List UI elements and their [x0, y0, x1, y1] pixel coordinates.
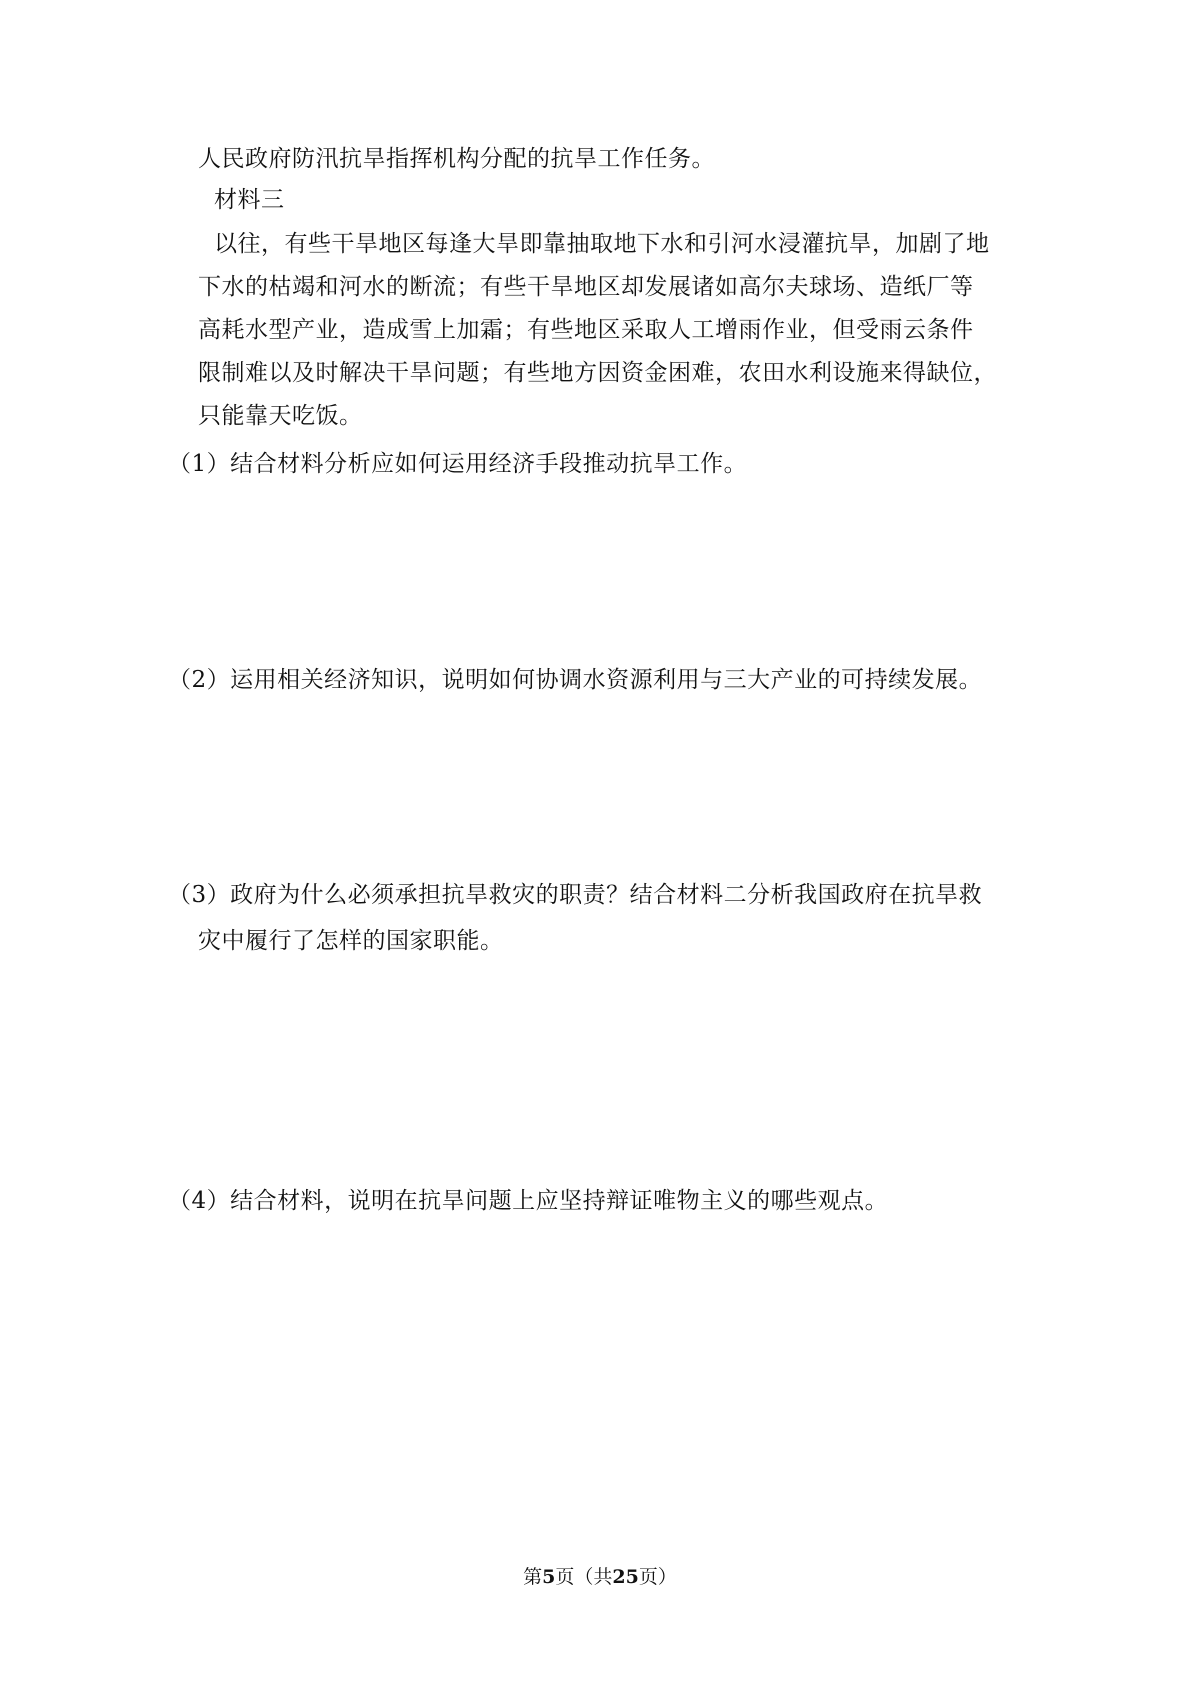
- material-two-last-line: 人民政府防汛抗旱指挥机构分配的抗旱工作任务。: [198, 146, 715, 172]
- question-2: （2）运用相关经济知识，说明如何协调水资源利用与三大产业的可持续发展。: [168, 667, 983, 693]
- material-three-line: 以往，有些干旱地区每逢大旱即靠抽取地下水和引河水浸灌抗旱，加剧了地: [214, 231, 990, 257]
- material-three-line: 下水的枯竭和河水的断流；有些干旱地区却发展诸如高尔夫球场、造纸厂等: [198, 274, 974, 300]
- footer-middle: 页（共: [555, 1566, 613, 1588]
- question-1: （1）结合材料分析应如何运用经济手段推动抗旱工作。: [168, 451, 748, 477]
- material-three-heading: 材料三: [214, 187, 285, 213]
- question-4: （4）结合材料，说明在抗旱问题上应坚持辩证唯物主义的哪些观点。: [168, 1188, 889, 1214]
- footer-total-pages: 25: [612, 1566, 639, 1588]
- page-footer: [0, 1565, 1200, 1589]
- question-3-continued: 灾中履行了怎样的国家职能。: [198, 928, 504, 954]
- material-three-line: 只能靠天吃饭。: [198, 403, 363, 429]
- material-three-line: 限制难以及时解决干旱问题；有些地方因资金困难，农田水利设施来得缺位，: [198, 360, 997, 386]
- material-three-line: 高耗水型产业，造成雪上加霜；有些地区采取人工增雨作业，但受雨云条件: [198, 317, 974, 343]
- question-3: （3）政府为什么必须承担抗旱救灾的职责？结合材料二分析我国政府在抗旱救: [168, 882, 983, 908]
- footer-suffix: 页）: [638, 1566, 677, 1588]
- footer-prefix: 第: [523, 1566, 543, 1588]
- footer-page-number: 5: [542, 1566, 556, 1588]
